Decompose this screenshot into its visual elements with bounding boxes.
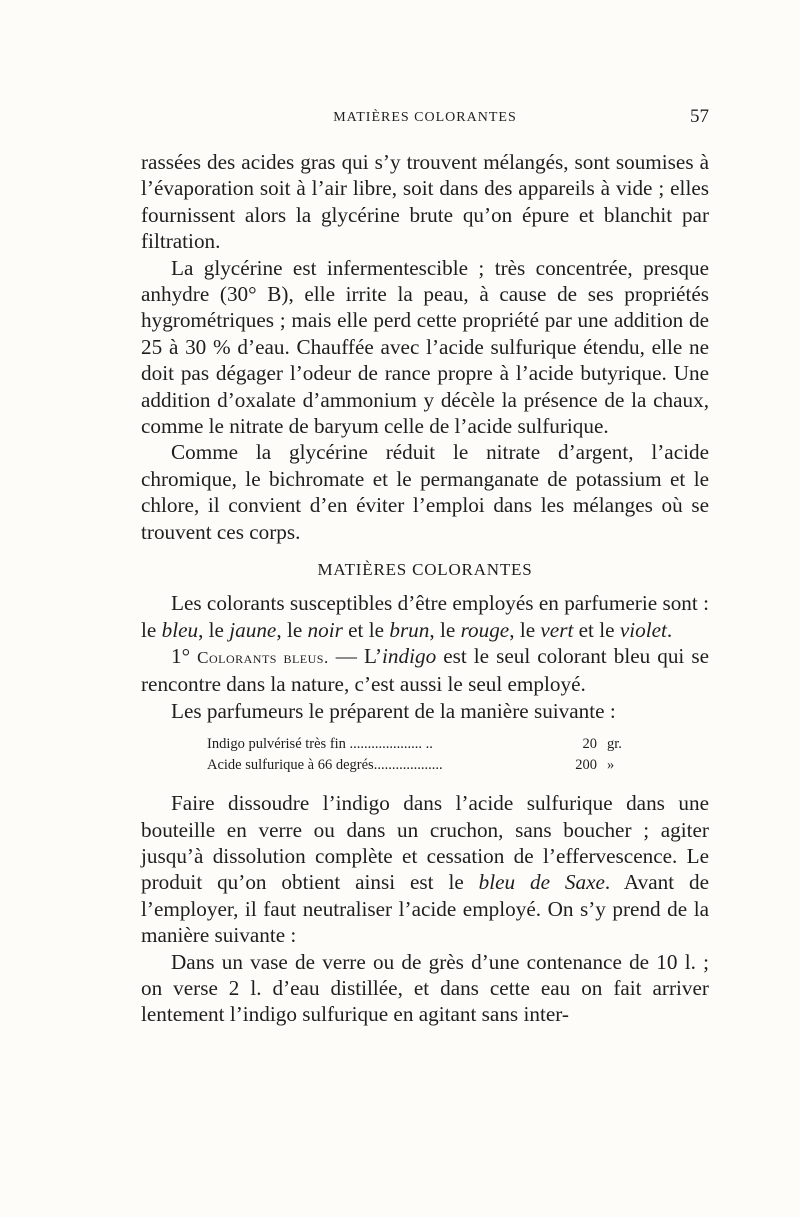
paragraph-colorants-intro: Les colorants susceptibles d’être employés en parfumerie sont : le bleu, le jaune, le noir et le brun, le rouge, le vert et le violet. [141, 591, 709, 642]
recipe-table [207, 734, 647, 776]
ingredient-quantity: 20 [582, 736, 597, 753]
bleu-de-saxe-term: bleu de Saxe [478, 870, 605, 895]
paragraph-colorants-bleus: 1° Colorants bleus. — L’indigo est le seul colorant bleu qui se rencontre dans la nature, c’est aussi le seul employé. [141, 643, 710, 697]
section-heading: MATIÈRES COLORANTES [317, 560, 533, 580]
running-title: MATIÈRES COLORANTES [333, 110, 517, 125]
page-body [141, 149, 709, 1028]
page-number: 57 [690, 106, 709, 127]
subsection-number: 1° [171, 643, 191, 668]
paragraph-recipe-intro: Les parfumeurs le préparent de la manière suivante : [171, 698, 616, 723]
book-page [141, 104, 709, 1028]
page-header [141, 104, 709, 128]
color-bleu: bleu [161, 617, 199, 642]
paragraph-glycerine-caution: Comme la glycérine réduit le nitrate d’argent, l’acide chromique, le bichromate et le permanganate de potassium et le chlore, il convient d’en éviter l’emploi dans les mélanges où se trouvent ces corps. [141, 440, 709, 544]
color-rouge: rouge [460, 617, 510, 642]
paragraph-glycerine-continued: rassées des acides gras qui s’y trouvent mélangés, sont soumises à l’évaporation soit à l’air libre, soit dans des appareils à vide ; elles fournissent alors la glycérine brute qu’on épure et blanchit par filtration. [141, 150, 709, 254]
ingredient-name: Acide sulfurique à 66 degrés................... [207, 757, 443, 774]
paragraph-dissolution: Faire dissoudre l’indigo dans l’acide sulfurique dans une bouteille en verre ou dans un cruchon, sans boucher ; agiter jusqu’à dissolution complète et cessation de l’effervescence. Le produit qu’on obtient ainsi est le bleu de Saxe. Avant de l’employer, il faut neutraliser l’acide employé. On s’y prend de la manière suivante : [141, 791, 709, 948]
ingredient-unit: gr. [607, 736, 622, 753]
color-violet: violet [619, 617, 667, 642]
ingredient-name: Indigo pulvérisé très fin .................... .. [207, 736, 433, 753]
recipe-row [207, 734, 647, 755]
color-jaune: jaune [229, 617, 277, 642]
indigo-term: indigo [382, 643, 437, 668]
ingredient-unit: » [607, 757, 615, 774]
ingredient-quantity: 200 [575, 757, 597, 774]
paragraph-glycerine-properties: La glycérine est infermentescible ; très concentrée, presque anhydre (30° B), elle irrite la peau, à cause de ses propriétés hygrométriques ; mais elle perd cette propriété par une addition de 25 à 30 % d’eau. Chauffée avec l’acide sulfurique étendu, elle ne doit pas dégager l’odeur de rance propre à l’acide butyrique. Une addition d’oxalate d’ammonium y décèle la présence de la chaux, comme le nitrate de baryum celle de l’acide sulfurique. [141, 255, 709, 439]
color-noir: noir [307, 617, 343, 642]
paragraph-vase: Dans un vase de verre ou de grès d’une contenance de 10 l. ; on verse 2 l. d’eau distillée, et dans cette eau on fait arriver lentement l’indigo sulfurique en agitant sans inter- [141, 949, 709, 1027]
subsection-title: Colorants bleus. [197, 647, 329, 667]
recipe-row [207, 755, 647, 776]
color-brun: brun [389, 617, 430, 642]
color-vert: vert [540, 617, 574, 642]
